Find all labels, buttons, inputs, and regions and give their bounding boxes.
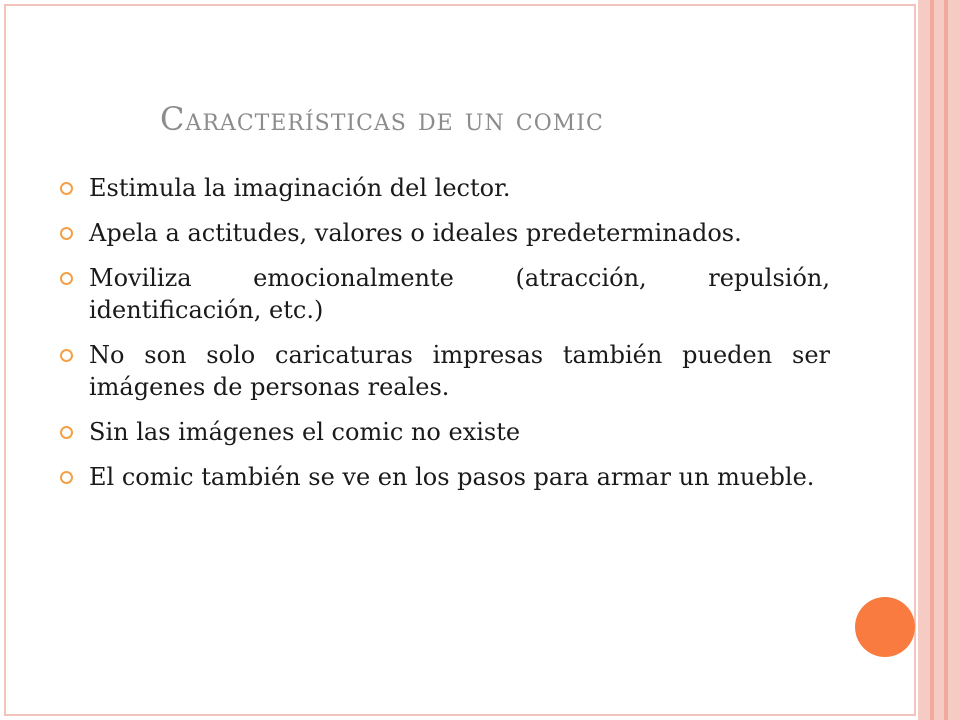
bullet-text: Sin las imágenes el comic no existe: [89, 418, 521, 446]
slide-title: Características de un comic: [160, 100, 604, 138]
bullet-text: No son solo caricaturas impresas también pueden ser imágenes de personas reales.: [89, 341, 830, 401]
list-item: [60, 461, 830, 493]
list-item: [60, 262, 830, 326]
bullet-list: [60, 172, 830, 506]
ring-bullet-icon: [60, 182, 73, 195]
bullet-text: Apela a actitudes, valores o ideales predeterminados.: [89, 219, 742, 247]
list-item: [60, 217, 830, 249]
decorative-stripe: [934, 0, 944, 720]
ring-bullet-icon: [60, 426, 73, 439]
list-item: [60, 172, 830, 204]
ring-bullet-icon: [60, 272, 73, 285]
bullet-text: Moviliza emocionalmente (atracción, repulsión, identificación, etc.): [89, 264, 830, 324]
list-item: [60, 339, 830, 403]
ring-bullet-icon: [60, 227, 73, 240]
decorative-stripe: [948, 0, 960, 720]
bullet-text: Estimula la imaginación del lector.: [89, 174, 511, 202]
ring-bullet-icon: [60, 471, 73, 484]
bullet-text: El comic también se ve en los pasos para armar un mueble.: [89, 463, 815, 491]
decorative-stripe: [918, 0, 930, 720]
orange-circle-icon: [855, 597, 915, 657]
list-item: [60, 416, 830, 448]
ring-bullet-icon: [60, 349, 73, 362]
